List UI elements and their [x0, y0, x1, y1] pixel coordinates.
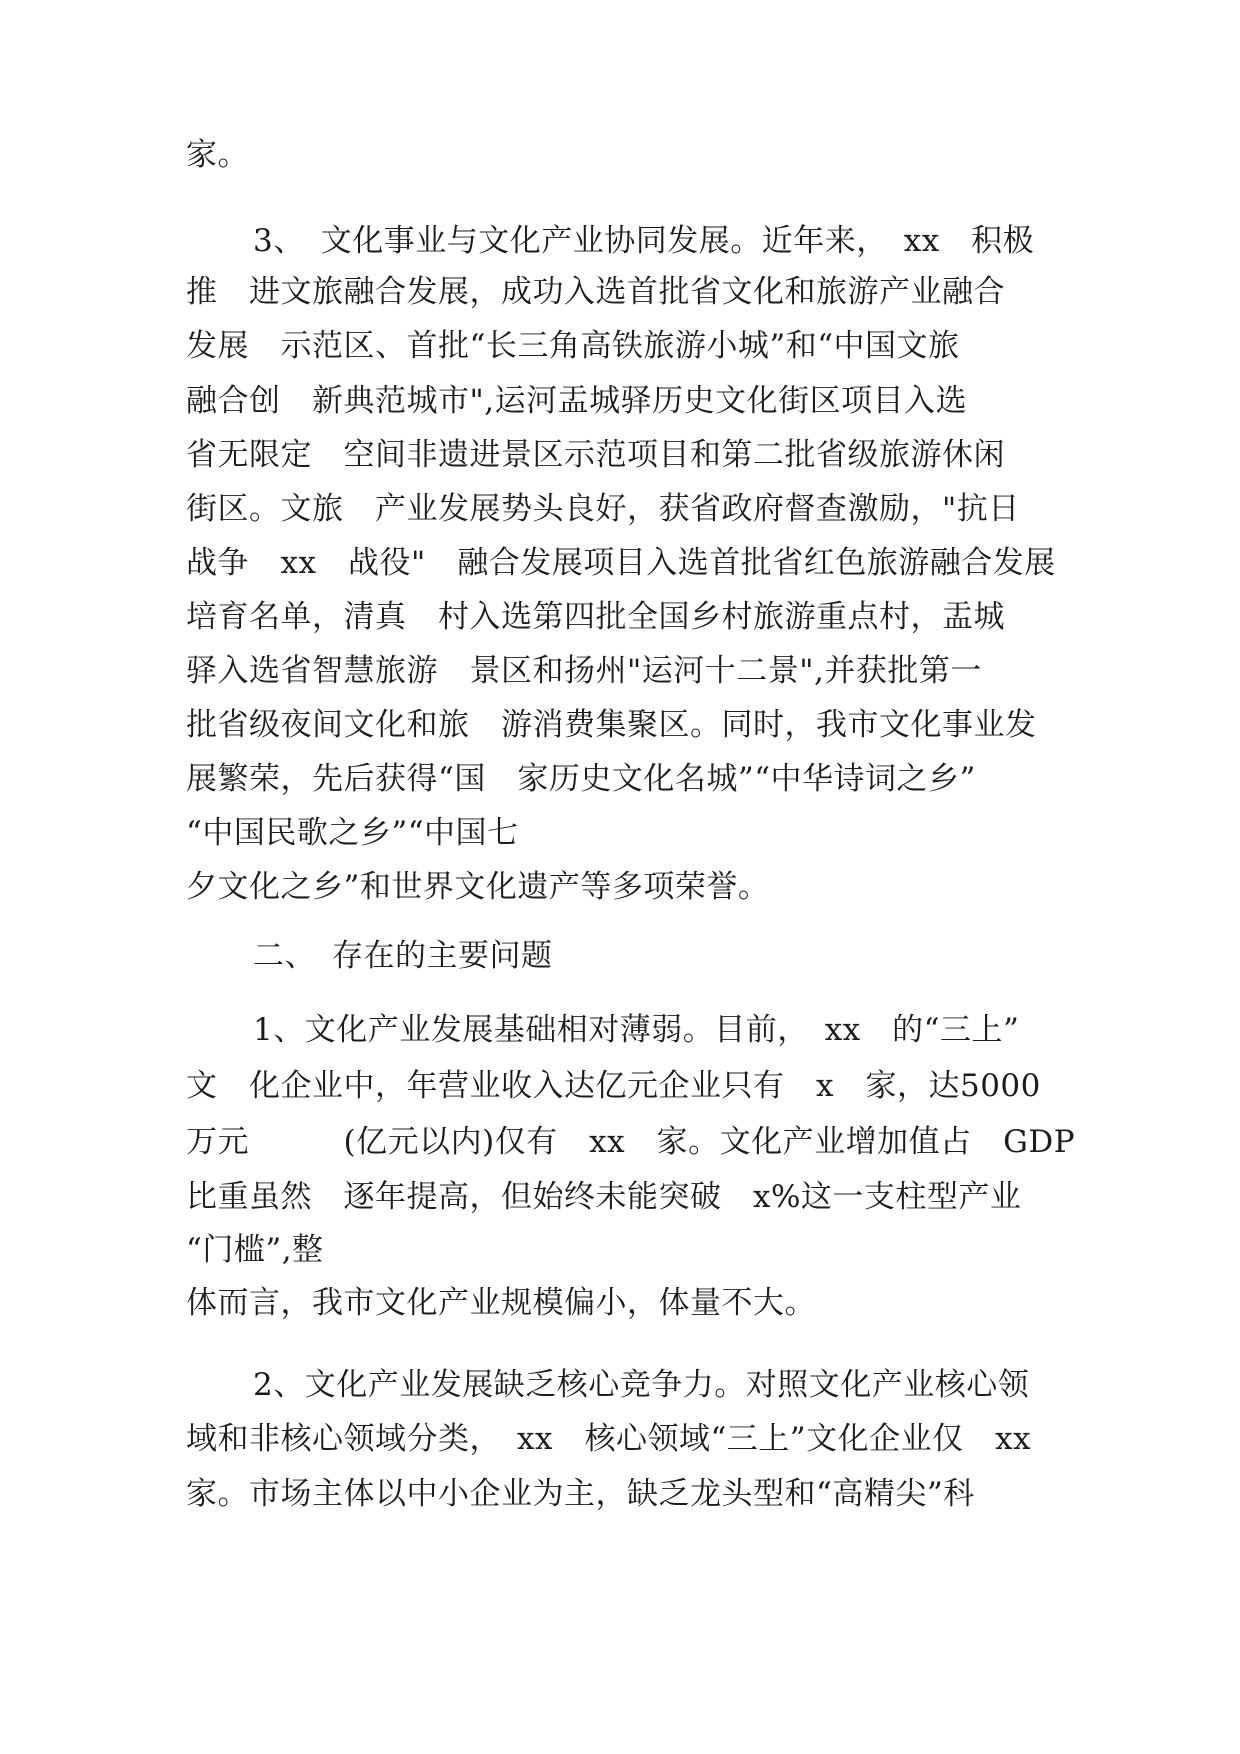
text-line: 夕文化之乡”和世界文化遗产等多项荣誉。 [186, 869, 770, 905]
text-line: 域和非核心领域分类， xx 核心领域“三上”文化企业仅 xx [186, 1421, 1032, 1457]
text-line: 省无限定 空间非遗进景区示范项目和第二批省级旅游休闲 [186, 437, 1005, 473]
paragraph-first-line: 2、文化产业发展缺乏核心竞争力。对照文化产业核心领 [253, 1367, 1030, 1403]
text-line: 驿入选省智慧旅游 景区和扬州"运河十二景",并获批第一 [186, 653, 982, 689]
text-line: 培育名单，清真 村入选第四批全国乡村旅游重点村，盂城 [186, 599, 1005, 635]
text-line: 街区。文旅 产业发展势头良好，获省政府督查激励，"抗日 [186, 491, 1020, 527]
text-line: 万元 (亿元以内)仅有 xx 家。文化产业增加值占 GDP [186, 1124, 1076, 1160]
text-line: 体而言，我市文化产业规模偏小，体量不大。 [186, 1285, 816, 1321]
text-line: 家。市场主体以中小企业为主，缺乏龙头型和“高精尖”科 [186, 1476, 975, 1512]
text-line: 比重虽然 逐年提高，但始终未能突破 x%这一支柱型产业 [186, 1179, 1022, 1215]
text-line: 发展 示范区、首批“长三角高铁旅游小城”和“中国文旅 [186, 328, 960, 364]
text-line: 展繁荣，先后获得“国 家历史文化名城”“中华诗词之乡” [186, 761, 976, 797]
text-line: 战争 xx 战役" 融合发展项目入选首批省红色旅游融合发展 [186, 545, 1056, 581]
paragraph-first-line: 3、 文化事业与文化产业协同发展。近年来， xx 积极 [253, 223, 1035, 259]
text-line: 融合创 新典范城市",运河盂城驿历史文化街区项目入选 [186, 383, 968, 419]
text-line: “门槛”,整 [186, 1232, 324, 1268]
text-line: 批省级夜间文化和旅 游消费集聚区。同时，我市文化事业发 [186, 707, 1037, 743]
text-line: 家。 [186, 137, 249, 173]
section-heading: 二、 存在的主要问题 [253, 938, 553, 974]
text-line: 推 进文旅融合发展，成功入选首批省文化和旅游产业融合 [186, 274, 1005, 310]
text-line: 文 化企业中，年营业收入达亿元企业只有 x 家，达5000 [186, 1068, 1041, 1104]
paragraph-first-line: 1、文化产业发展基础相对薄弱。目前， xx 的“三上” [253, 1012, 1020, 1048]
text-line: “中国民歌之乡”“中国七 [186, 815, 519, 851]
